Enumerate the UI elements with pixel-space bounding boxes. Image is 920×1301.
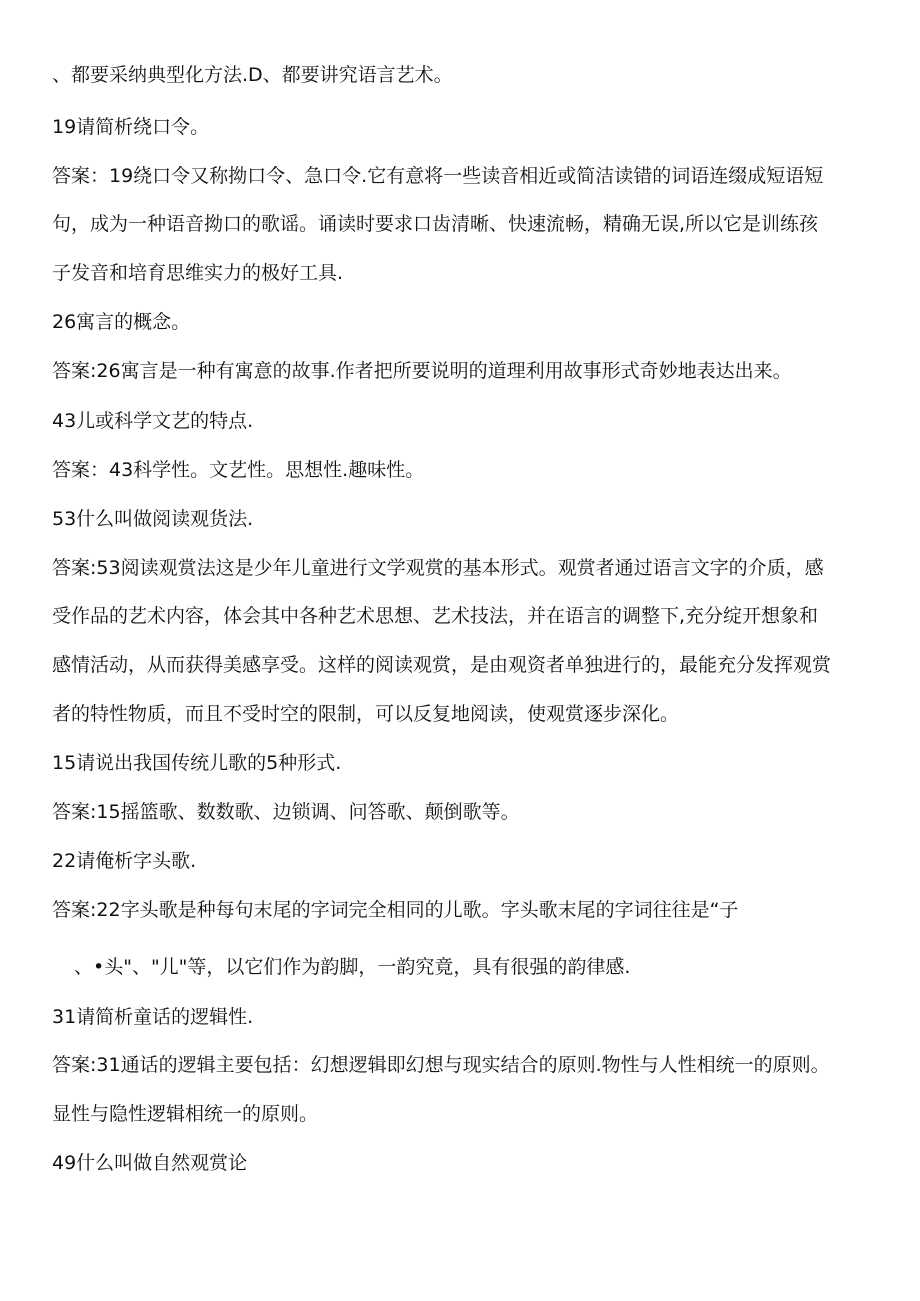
answer-31-line-2: 显性与隐性逻辑相统一的原则。 — [52, 1103, 319, 1125]
question-15: 15请说出我国传统儿歌的5种形式. — [52, 752, 342, 774]
answer-43: 答案：43科学性。文艺性。思想性.趣味性。 — [52, 459, 425, 481]
answer-26: 答案:26寓言是一种有寓意的故事.作者把所要说明的道理利用故事形式奇妙地表达出来。 — [52, 360, 792, 382]
answer-22-line-1: 答案:22字头歌是种每句末尾的字词完全相同的儿歌。字头歌末尾的字词往往是“子 — [52, 899, 739, 921]
question-43: 43儿或科学文艺的特点. — [52, 410, 254, 432]
answer-31-line-1: 答案:31通话的逻辑主要包括：幻想逻辑即幻想与现实结合的原则.物性与人性相统一的原则。 — [52, 1054, 830, 1076]
answer-53-line-3: 感情活动，从而获得美感享受。这样的阅读观赏，是由观资者单独进行的，最能充分发挥观赏 — [52, 654, 832, 676]
answer-53-line-2: 受作品的艺术内容，体会其中各种艺术思想、艺术技法，并在语言的调整下,充分绽开想象和 — [52, 605, 819, 627]
answer-53-line-4: 者的特性物质，而且不受时空的限制，可以反复地阅读，使观赏逐步深化。 — [52, 703, 680, 725]
question-31: 31请简析童话的逻辑性. — [52, 1006, 254, 1028]
answer-22-line-2: 、•头"、"儿"等，以它们作为韵脚，一韵究竟，具有很强的韵律感. — [74, 956, 631, 978]
answer-15: 答案:15摇篮歌、数数歌、边锁调、问答歌、颠倒歌等。 — [52, 801, 520, 823]
text-line-continuation: 、都要采纳典型化方法.D、都要讲究语言艺术。 — [52, 64, 453, 86]
answer-19-line-2: 句，成为一种语音拗口的歌谣。诵读时要求口齿清晰、快速流畅，精确无误,所以它是训练孩 — [52, 213, 819, 235]
question-49: 49什么叫做自然观赏论 — [52, 1152, 248, 1174]
question-19: 19请简析绕口令。 — [52, 116, 210, 138]
answer-19-line-3: 子发音和培育思维实力的极好工具. — [52, 262, 344, 284]
question-53: 53什么叫做阅读观货法. — [52, 508, 254, 530]
question-22: 22请俺析字头歌. — [52, 850, 197, 872]
answer-53-line-1: 答案:53阅读观赏法这是少年儿童进行文学观赏的基本形式。观赏者通过语言文字的介质，感 — [52, 557, 824, 579]
answer-19-line-1: 答案：19绕口令又称拗口令、急口令.它有意将一些读音相近或简洁读错的词语连缀成短语短 — [52, 165, 824, 187]
question-26: 26寓言的概念。 — [52, 311, 191, 333]
